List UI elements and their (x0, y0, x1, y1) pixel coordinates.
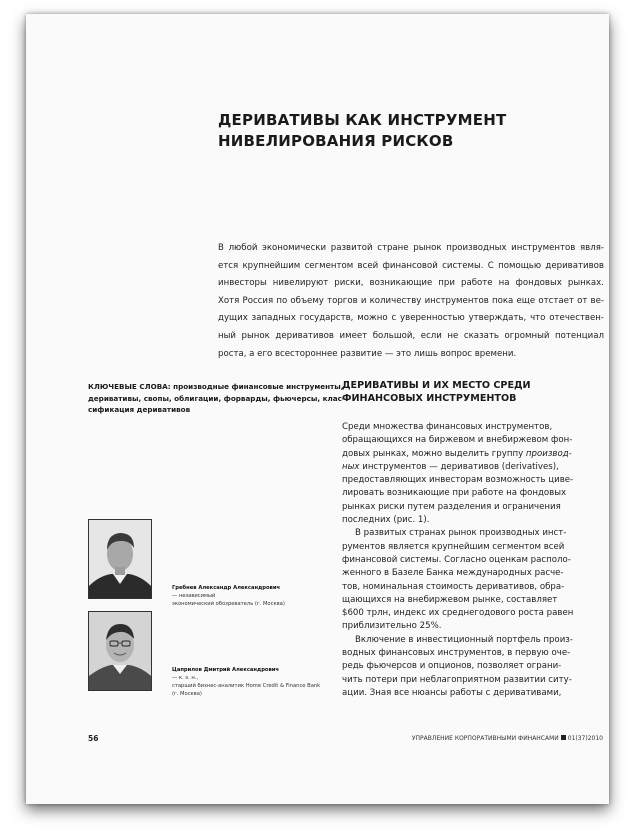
body-text-run: довых рынках, можно выделить группу (342, 448, 526, 459)
author-caption-tsaprilov (172, 666, 337, 698)
abstract-line: инвесторы нивелируют риски, возникающие при работе на фондовых рынках. (218, 278, 604, 289)
abstract-line: ный рынок деривативов имеет большой, если не сказать огромный потенциал (218, 330, 604, 341)
body-line: рументов является крупнейшим сегментом всей (342, 541, 565, 552)
author-caption-line (172, 666, 337, 682)
abstract-line: роста, а его всестороннее развитие — это лишь вопрос времени. (218, 348, 517, 359)
author-caption-grebnev (172, 584, 337, 608)
body-line: чить потери при неблагоприятном развитии ситу- (342, 674, 572, 685)
article-body (342, 421, 574, 700)
body-line: Включение в инвестиционный портфель произ- (355, 634, 573, 645)
body-line: обращающихся на биржевом и внебиржевом фон- (342, 435, 573, 446)
article-title (218, 110, 558, 152)
section-heading-line: ФИНАНСОВЫХ ИНСТРУМЕНТОВ (342, 392, 517, 404)
issue-number: 01(37)2010 (567, 735, 603, 742)
author-caption-line (172, 584, 337, 600)
journal-footer (380, 735, 603, 742)
body-line: приблизительно 25%. (342, 621, 442, 632)
author-photo-grebnev (88, 519, 152, 599)
square-bullet-icon (561, 735, 566, 740)
author-name: Цаприлов Дмитрий Александрович (172, 667, 279, 673)
keywords-line (88, 381, 344, 393)
body-italic-run: производ- (525, 448, 572, 459)
body-line (342, 448, 572, 461)
body-line: В развитых странах рынок производных инст- (355, 528, 567, 539)
body-text-run: инструментов — деривативов (derivatives), (359, 461, 559, 472)
keywords-label: КЛЮЧЕВЫЕ СЛОВА: (88, 382, 171, 391)
author-caption-line: старший бизнес-аналитик Home Credit & Finance Bank (172, 683, 321, 689)
body-line: финансовой системы. Согласно оценкам располо- (342, 554, 571, 565)
journal-name: УПРАВЛЕНИЕ КОРПОРАТИВНЫМИ ФИНАНСАМИ (411, 735, 559, 742)
body-line: рынках риски путем разделения и ограничения (342, 501, 561, 512)
body-line: лировать возникающие при работе на фондовых (342, 488, 567, 499)
body-line: тов, номинальная стоимость деривативов, обра- (342, 581, 565, 592)
body-line: женного в Базеле Банка международных расче- (342, 568, 564, 579)
keywords-text: производные финансовые инструменты, (170, 382, 344, 391)
body-line: ации. Зная все нюансы работы с деривативами, (342, 687, 562, 698)
author-role: — к. э. н., (172, 675, 199, 681)
body-line (342, 461, 568, 474)
body-line: $600 трлн, индекс их среднегодового роста равен (342, 608, 574, 619)
page-number: 56 (88, 734, 99, 743)
portrait-image (89, 520, 151, 598)
portrait-image (89, 612, 151, 690)
author-caption-line: экономический обозреватель (г. Москва) (172, 601, 285, 607)
body-italic-run: ных (342, 461, 360, 472)
abstract-line: Хотя Россия по объему торгов и количеству инструментов пока еще отстает от ве- (218, 295, 604, 306)
body-line: последних (рис. 1). (342, 515, 430, 526)
body-line: водных финансовых инструментов, в первую оче- (342, 648, 571, 659)
body-line: предоставляющих инвесторам возможность циве- (342, 475, 574, 486)
section-heading-line: ДЕРИВАТИВЫ И ИХ МЕСТО СРЕДИ (342, 380, 531, 391)
title-line: НИВЕЛИРОВАНИЯ РИСКОВ (218, 132, 454, 150)
body-line: Среди множества финансовых инструментов, (342, 422, 553, 432)
body-line: редь фьючерсов и опционов, позволяет ограни- (342, 661, 562, 672)
article-abstract (218, 240, 604, 363)
keywords-block (88, 381, 345, 416)
section-heading (342, 380, 602, 405)
abstract-line: ется крупнейшим сегментом всей финансовой системы. С помощью деривативов (218, 260, 604, 271)
author-caption-line: (г. Москва) (172, 691, 202, 697)
keywords-line: деривативы, свопы, облигации, форварды, фьючерсы, клас- (88, 393, 345, 403)
author-photo-tsaprilov (88, 611, 152, 691)
abstract-line: дущих западных государств, можно с уверенностью утверждать, что отечествен- (218, 313, 604, 324)
keywords-line: сификация деривативов (88, 405, 191, 415)
author-role: — независимый (172, 593, 216, 599)
title-line: ДЕРИВАТИВЫ КАК ИНСТРУМЕНТ (218, 111, 507, 129)
body-line: щающихся на внебиржевом рынке, составляет (342, 594, 558, 605)
author-name: Гребнев Александр Александрович (172, 585, 281, 591)
abstract-line: В любой экономически развитой стране рынок производных инструментов явля- (218, 243, 604, 253)
